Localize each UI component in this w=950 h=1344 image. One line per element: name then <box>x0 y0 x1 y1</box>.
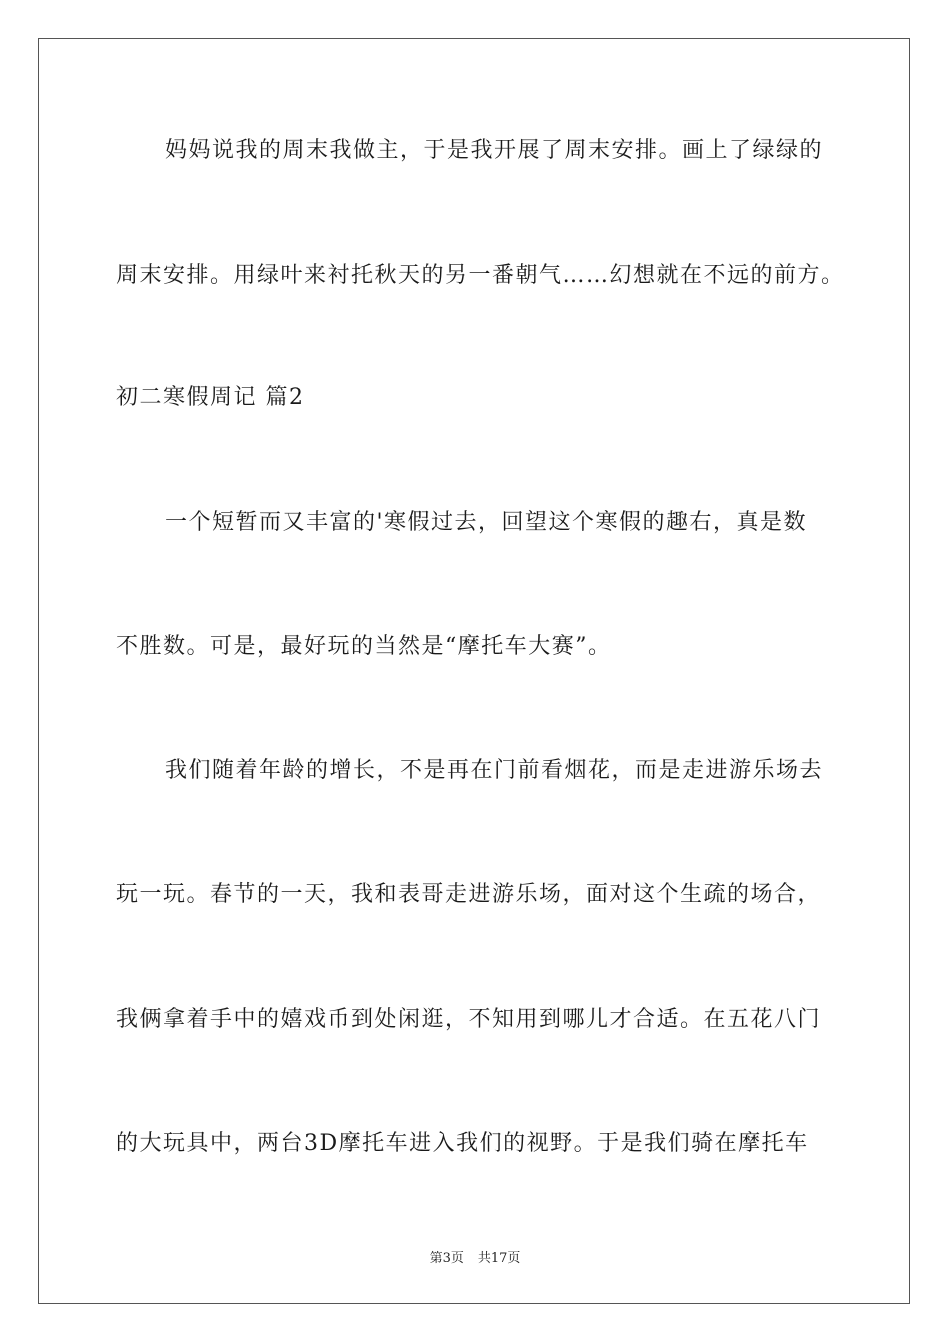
paragraph-1-line-2: 周末安排。用绿叶来衬托秋天的另一番朝气……幻想就在不远的前方。 <box>116 263 845 288</box>
paragraph-3-line-1: 我们随着年龄的增长，不是再在门前看烟花，而是走进游乐场去 <box>165 758 824 783</box>
paragraph-3-line-2: 玩一玩。春节的一天，我和表哥走进游乐场，面对这个生疏的场合， <box>116 882 822 907</box>
section-heading: 初二寒假周记 篇2 <box>116 385 305 410</box>
paragraph-3-line-3: 我俩拿着手中的嬉戏币到处闲逛，不知用到哪儿才合适。在五花八门 <box>116 1007 822 1032</box>
page-footer <box>0 1247 950 1266</box>
page-number: 第3页 <box>429 1251 464 1266</box>
paragraph-1-line-1: 妈妈说我的周末我做主，于是我开展了周末安排。画上了绿绿的 <box>165 138 824 163</box>
paragraph-3-line-4: 的大玩具中，两台3D摩托车进入我们的视野。于是我们骑在摩托车 <box>116 1131 809 1156</box>
total-pages: 共17页 <box>477 1251 521 1266</box>
page-border <box>38 38 910 1304</box>
paragraph-2-line-2: 不胜数。可是，最好玩的当然是“摩托车大赛”。 <box>116 634 612 659</box>
paragraph-2-line-1: 一个短暂而又丰富的'寒假过去，回望这个寒假的趣右，真是数 <box>165 510 808 535</box>
